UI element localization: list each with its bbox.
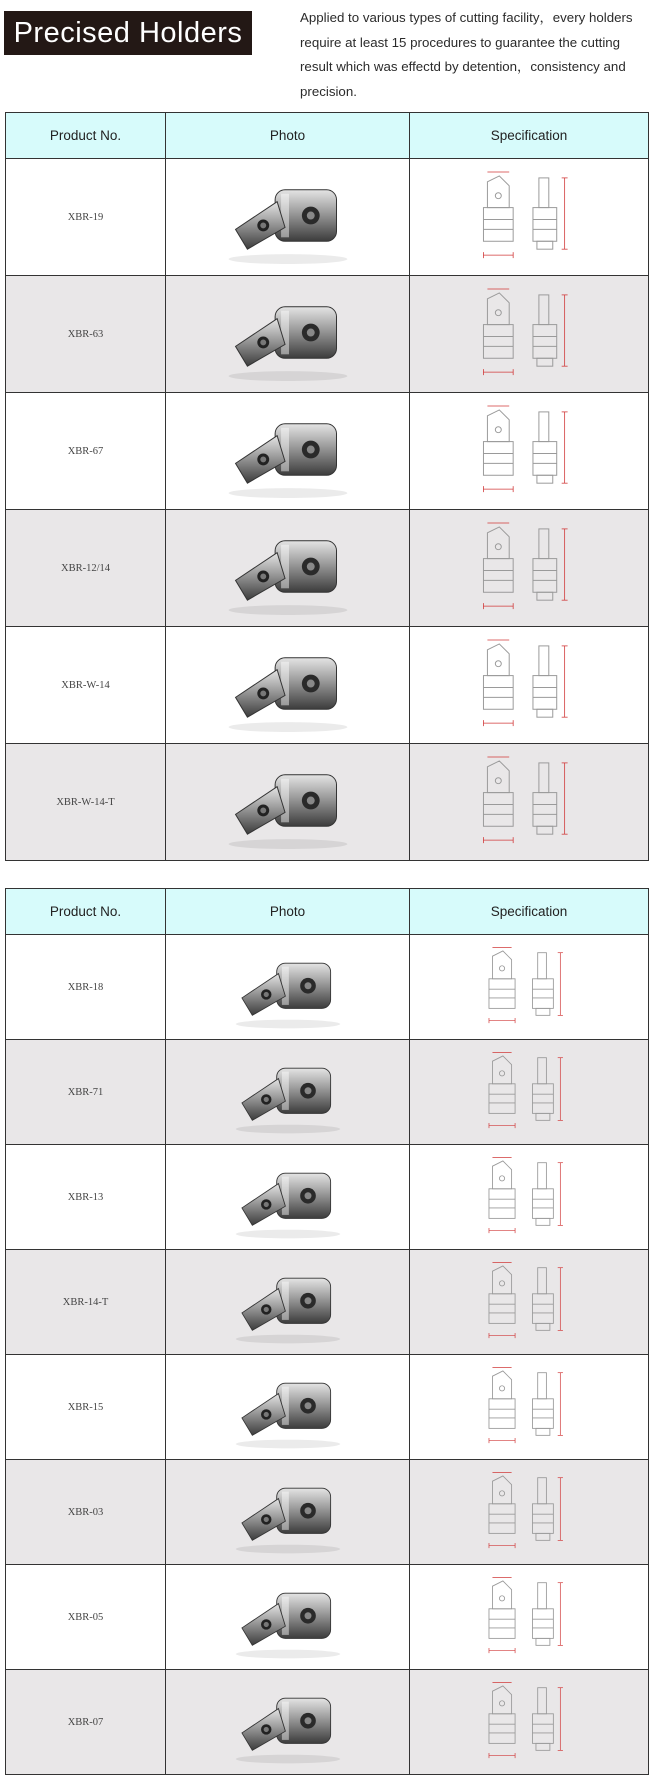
product-code: XBR-67 (6, 393, 166, 510)
specification-cell (410, 1250, 649, 1355)
spec-drawing (469, 285, 589, 384)
product-photo-cell (166, 393, 410, 510)
page-header (0, 0, 654, 108)
spec-drawing (469, 1049, 589, 1136)
product-code: XBR-13 (6, 1145, 166, 1250)
product-photo-cell (166, 1145, 410, 1250)
product-photo (213, 519, 363, 618)
product-photo (213, 944, 363, 1031)
product-photo (213, 1469, 363, 1556)
product-code: XBR-07 (6, 1670, 166, 1775)
product-photo (213, 1574, 363, 1661)
spec-drawing (469, 944, 589, 1031)
table-header-row (6, 113, 649, 159)
table-row (6, 1040, 649, 1145)
spec-drawing (469, 1259, 589, 1346)
spec-drawing (469, 636, 589, 735)
table-header-row (6, 889, 649, 935)
spec-drawing (469, 1574, 589, 1661)
table-row (6, 393, 649, 510)
product-photo-cell (166, 1565, 410, 1670)
product-code: XBR-05 (6, 1565, 166, 1670)
header-photo: Photo (166, 889, 410, 935)
product-photo-cell (166, 627, 410, 744)
table-row (6, 159, 649, 276)
product-photo (213, 285, 363, 384)
product-photo (213, 1364, 363, 1451)
product-photo-cell (166, 744, 410, 861)
table-row (6, 1145, 649, 1250)
product-photo (213, 1154, 363, 1241)
table-row (6, 744, 649, 861)
table-row (6, 627, 649, 744)
product-code: XBR-18 (6, 935, 166, 1040)
header-specification: Specification (410, 889, 649, 935)
header-specification: Specification (410, 113, 649, 159)
spec-drawing (469, 1469, 589, 1556)
product-photo-cell (166, 1670, 410, 1775)
spec-drawing (469, 1154, 589, 1241)
specification-cell (410, 1460, 649, 1565)
product-photo-cell (166, 935, 410, 1040)
product-code: XBR-63 (6, 276, 166, 393)
product-photo (213, 1679, 363, 1766)
spec-drawing (469, 402, 589, 501)
header-photo: Photo (166, 113, 410, 159)
table-row (6, 1565, 649, 1670)
specification-cell (410, 393, 649, 510)
spec-drawing (469, 519, 589, 618)
product-photo-cell (166, 1355, 410, 1460)
product-photo (213, 1049, 363, 1136)
product-code: XBR-W-14 (6, 627, 166, 744)
header-product-no: Product No. (6, 113, 166, 159)
table-row (6, 1250, 649, 1355)
specification-cell (410, 1145, 649, 1250)
page-title: Precised Holders (4, 11, 252, 55)
product-code: XBR-71 (6, 1040, 166, 1145)
table-row (6, 935, 649, 1040)
product-photo (213, 636, 363, 735)
table-row (6, 1670, 649, 1775)
product-code: XBR-14-T (6, 1250, 166, 1355)
product-photo-cell (166, 1460, 410, 1565)
spec-drawing (469, 753, 589, 852)
product-code: XBR-W-14-T (6, 744, 166, 861)
product-photo-cell (166, 276, 410, 393)
table-row (6, 276, 649, 393)
product-code: XBR-03 (6, 1460, 166, 1565)
product-code: XBR-15 (6, 1355, 166, 1460)
product-code: XBR-19 (6, 159, 166, 276)
product-photo (213, 168, 363, 267)
product-table-2 (5, 888, 649, 1775)
specification-cell (410, 276, 649, 393)
product-photo-cell (166, 159, 410, 276)
table-row (6, 1460, 649, 1565)
product-code: XBR-12/14 (6, 510, 166, 627)
specification-cell (410, 744, 649, 861)
specification-cell (410, 627, 649, 744)
intro-text: Applied to various types of cutting facility，every holders require at least 15 procedures to guarantee the cutting result which was effectd by detention，consistency and precision. (300, 10, 633, 99)
product-photo (213, 753, 363, 852)
specification-cell (410, 159, 649, 276)
specification-cell (410, 510, 649, 627)
specification-cell (410, 1040, 649, 1145)
product-photo-cell (166, 510, 410, 627)
product-photo-cell (166, 1040, 410, 1145)
table-body-2 (6, 935, 649, 1775)
header-product-no: Product No. (6, 889, 166, 935)
spec-drawing (469, 1679, 589, 1766)
spec-drawing (469, 168, 589, 267)
spec-drawing (469, 1364, 589, 1451)
table-body-1 (6, 159, 649, 861)
specification-cell (410, 1355, 649, 1460)
product-photo-cell (166, 1250, 410, 1355)
specification-cell (410, 935, 649, 1040)
table-row (6, 1355, 649, 1460)
specification-cell (410, 1670, 649, 1775)
product-photo (213, 1259, 363, 1346)
product-table-1 (5, 112, 649, 861)
specification-cell (410, 1565, 649, 1670)
product-photo (213, 402, 363, 501)
table-row (6, 510, 649, 627)
